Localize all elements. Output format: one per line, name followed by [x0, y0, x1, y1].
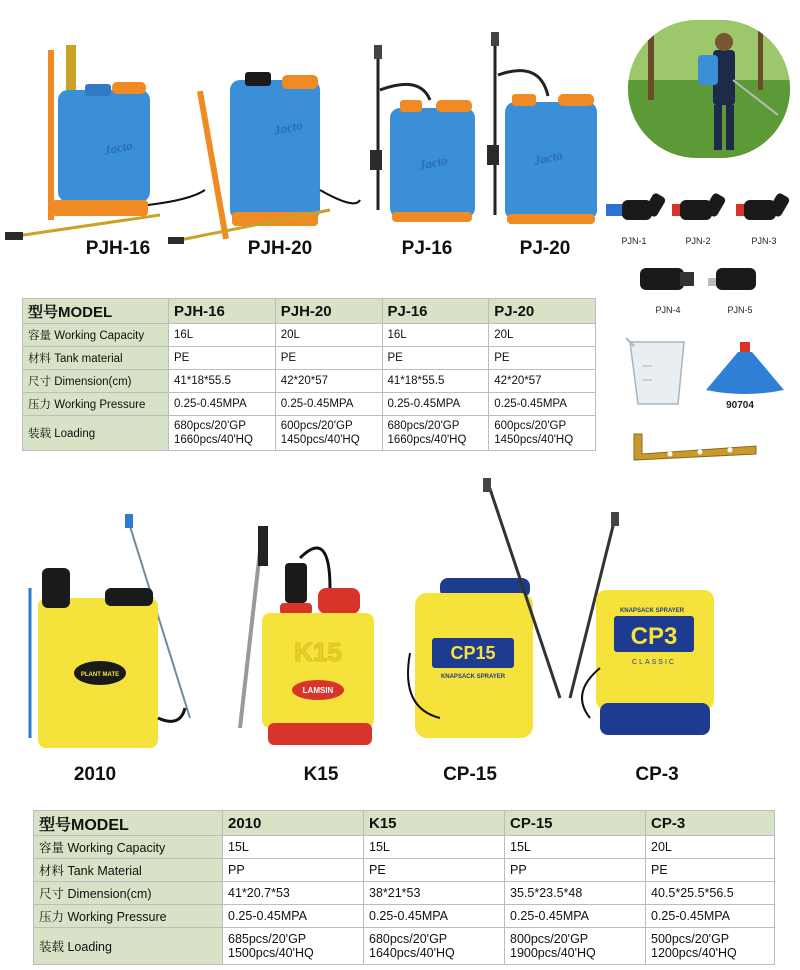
table-header-cell: CP-3: [646, 811, 775, 836]
row-label: 材料 Tank material: [23, 347, 169, 370]
nozzle-label-pjn-1: PJN-1: [621, 236, 647, 246]
row-label: 装载 Loading: [23, 416, 169, 451]
table-cell: PE: [275, 347, 382, 370]
table-cell: 16L: [382, 324, 489, 347]
row-label: 尺寸 Dimension(cm): [34, 882, 223, 905]
table-cell: [382, 416, 489, 451]
cone-label: 90704: [726, 400, 754, 411]
k15-embossed-logo: K15: [294, 637, 342, 667]
model-label-2010: 2010: [73, 764, 117, 785]
bottom-spec-table: [33, 810, 775, 965]
model-label-cp-15: CP-15: [443, 764, 497, 785]
table-row: [34, 859, 775, 882]
row-label: 装载 Loading: [34, 928, 223, 965]
loading-20gp: 600pcs/20'GP: [494, 420, 567, 432]
table-cell: PP: [223, 859, 364, 882]
plant-mate-logo: PLANT MATE: [80, 672, 120, 678]
table-cell: [169, 416, 276, 451]
row-label: 压力 Working Pressure: [34, 905, 223, 928]
field-photo: [628, 20, 790, 158]
table-cell: PE: [489, 347, 596, 370]
table-cell: [505, 928, 646, 965]
table-header-cell: 2010: [223, 811, 364, 836]
cp15-logo: CP15: [450, 643, 496, 663]
row-label: 压力 Working Pressure: [23, 393, 169, 416]
row-label: 容量 Working Capacity: [34, 836, 223, 859]
spray-cone-icon: [702, 340, 788, 396]
jacto-logo: Jacto: [102, 137, 134, 158]
svg-text:Jacto: Jacto: [417, 152, 449, 173]
table-row: [23, 393, 596, 416]
row-label: 容量 Working Capacity: [23, 324, 169, 347]
table-cell: [364, 928, 505, 965]
table-cell: 42*20*57: [275, 370, 382, 393]
table-cell: [275, 416, 382, 451]
table-cell: 16L: [169, 324, 276, 347]
table-header-cell: PJH-20: [275, 299, 382, 324]
table-cell: 0.25-0.45MPA: [169, 393, 276, 416]
nozzles-row-1: [600, 192, 800, 232]
sprayer-pj-20: [487, 32, 597, 224]
loading-40hq: 1640pcs/40'HQ: [369, 946, 455, 960]
table-header-cell: PJ-16: [382, 299, 489, 324]
table-header-model: 型号MODEL: [34, 811, 223, 836]
svg-text:Jacto: Jacto: [532, 147, 564, 168]
table-cell: PE: [382, 347, 489, 370]
loading-40hq: 1660pcs/40'HQ: [174, 434, 253, 446]
loading-20gp: 680pcs/20'GP: [387, 420, 460, 432]
loading-20gp: 685pcs/20'GP: [228, 932, 307, 946]
table-row: [23, 347, 596, 370]
row-label: 尺寸 Dimension(cm): [23, 370, 169, 393]
measuring-cup-icon: [622, 336, 692, 410]
nozzles-row-2: [636, 262, 776, 298]
table-row: [23, 370, 596, 393]
nozzle-pjn-5-icon: [708, 268, 756, 290]
table-cell: 15L: [364, 836, 505, 859]
table-row: [34, 928, 775, 965]
loading-40hq: 1450pcs/40'HQ: [494, 434, 574, 446]
table-cell: 20L: [646, 836, 775, 859]
loading-40hq: 1660pcs/40'HQ: [387, 434, 467, 446]
loading-40hq: 1200pcs/40'HQ: [651, 946, 737, 960]
sprayer-cp-15: [408, 478, 560, 738]
loading-40hq: 1500pcs/40'HQ: [228, 946, 314, 960]
model-label-cp-3: CP-3: [635, 764, 679, 785]
loading-40hq: 1900pcs/40'HQ: [510, 946, 596, 960]
bottom-sprayer-illustrations: [0, 478, 800, 760]
row-label: 材料 Tank Material: [34, 859, 223, 882]
cp3-sub-label: CLASSIC: [632, 659, 676, 666]
table-cell: 0.25-0.45MPA: [364, 905, 505, 928]
table-cell: 41*20.7*53: [223, 882, 364, 905]
model-label-pj-20: PJ-20: [519, 238, 571, 259]
table-row: [34, 905, 775, 928]
sprayer-cp-3: [570, 512, 714, 735]
nozzle-pjn-4-icon: [640, 268, 694, 290]
loading-40hq: 1450pcs/40'HQ: [280, 434, 360, 446]
loading-20gp: 800pcs/20'GP: [510, 932, 589, 946]
loading-20gp: 500pcs/20'GP: [651, 932, 730, 946]
table-cell: PE: [364, 859, 505, 882]
table-cell: [223, 928, 364, 965]
table-row: [23, 324, 596, 347]
table-cell: PP: [505, 859, 646, 882]
table-cell: [646, 928, 775, 965]
nozzle-label-pjn-4: PJN-4: [655, 305, 681, 315]
table-cell: 15L: [223, 836, 364, 859]
table-cell: [489, 416, 596, 451]
svg-text:Jacto: Jacto: [272, 117, 304, 138]
sprayer-k15: [240, 526, 374, 745]
table-cell: 0.25-0.45MPA: [275, 393, 382, 416]
table-cell: 0.25-0.45MPA: [489, 393, 596, 416]
table-row: [34, 836, 775, 859]
model-label-k15: K15: [303, 764, 339, 785]
sprayer-2010: [30, 514, 190, 748]
nozzle-label-pjn-2: PJN-2: [685, 236, 711, 246]
sprayer-pjh-20: [168, 72, 360, 244]
table-header-cell: K15: [364, 811, 505, 836]
table-cell: 41*18*55.5: [169, 370, 276, 393]
table-cell: 20L: [489, 324, 596, 347]
bracket-icon: [630, 428, 760, 464]
nozzle-pjn-2-icon: [672, 192, 727, 220]
table-row: [34, 882, 775, 905]
table-header-cell: PJ-20: [489, 299, 596, 324]
top-sprayer-illustrations: [0, 30, 620, 250]
table-cell: 40.5*25.5*56.5: [646, 882, 775, 905]
table-row: [23, 416, 596, 451]
top-spec-table: [22, 298, 596, 451]
model-label-pjh-16: PJH-16: [85, 238, 151, 259]
model-label-pjh-20: PJH-20: [247, 238, 313, 259]
table-cell: 41*18*55.5: [382, 370, 489, 393]
loading-20gp: 600pcs/20'GP: [280, 420, 353, 432]
table-cell: PE: [646, 859, 775, 882]
table-header-model: 型号MODEL: [23, 299, 169, 324]
table-cell: 0.25-0.45MPA: [382, 393, 489, 416]
table-header-cell: CP-15: [505, 811, 646, 836]
sprayer-pj-16: [370, 45, 475, 222]
nozzle-label-pjn-3: PJN-3: [751, 236, 777, 246]
table-cell: 38*21*53: [364, 882, 505, 905]
lamsin-logo: LAMSIN: [302, 686, 334, 695]
cp3-logo: CP3: [630, 623, 678, 650]
nozzle-pjn-3-icon: [736, 192, 791, 220]
table-cell: 15L: [505, 836, 646, 859]
cp15-sub-label: KNAPSACK SPRAYER: [440, 674, 506, 680]
nozzle-pjn-1-icon: [606, 192, 667, 220]
table-cell: 0.25-0.45MPA: [505, 905, 646, 928]
sprayer-pjh-16: [5, 45, 205, 240]
table-cell: 20L: [275, 324, 382, 347]
table-header-cell: PJH-16: [169, 299, 276, 324]
loading-20gp: 680pcs/20'GP: [369, 932, 448, 946]
cp3-top-label: KNAPSACK SPRAYER: [619, 608, 685, 614]
nozzle-label-pjn-5: PJN-5: [727, 305, 753, 315]
model-label-pj-16: PJ-16: [401, 238, 453, 259]
table-cell: PE: [169, 347, 276, 370]
table-cell: 35.5*23.5*48: [505, 882, 646, 905]
table-cell: 42*20*57: [489, 370, 596, 393]
table-cell: 0.25-0.45MPA: [646, 905, 775, 928]
table-cell: 0.25-0.45MPA: [223, 905, 364, 928]
loading-20gp: 680pcs/20'GP: [174, 420, 246, 432]
